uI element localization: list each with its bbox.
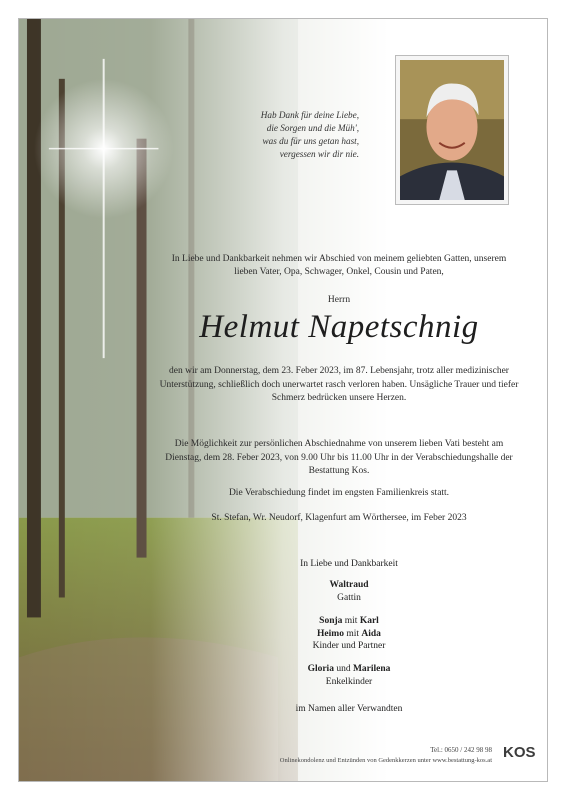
grandchildren-line — [229, 663, 469, 676]
honorific: Herrn — [327, 295, 351, 305]
children-role: Kinder und Partner — [312, 641, 386, 651]
footer — [280, 746, 492, 765]
child-partner-name: Karl — [359, 616, 379, 626]
death-notice-text: den wir am Donnerstag, dem 23. Feber 2023, im 87. Lebensjahr, trotz aller medizinischer Unterstützung, schließlich doch unerwartet rasch verloren haben. Unsägliche Trauer und tiefer Schmerz bedrücken unsere Herzen. — [159, 366, 519, 403]
footer-online-link[interactable]: Onlinekondolenz und Entzünden von Gedenkkerzen unter www.bestattung-kos.at — [279, 756, 492, 764]
logo-text: KOS — [503, 744, 536, 761]
connector-mit: mit — [346, 628, 360, 639]
deceased-name: Helmut Napetschnig — [199, 309, 479, 345]
spouse-name: Waltraud — [329, 580, 369, 590]
intro-text: In Liebe und Dankbarkeit nehmen wir Abschied von meinem geliebten Gatten, unserem lieben Vater, Opa, Schwager, Onkel, Cousin und Paten, — [171, 254, 507, 277]
private-farewell-note: Die Verabschiedung findet im engsten Familienkreis statt. — [228, 488, 450, 498]
signature-children — [229, 615, 469, 653]
grandchild-name: Gloria — [307, 664, 334, 674]
spouse-role: Gattin — [337, 592, 361, 603]
children-line-2 — [229, 628, 469, 641]
signature-grandchildren — [229, 663, 469, 688]
children-line-1 — [229, 615, 469, 628]
obituary-card — [18, 18, 548, 782]
signature-heading: In Liebe und Dankbarkeit — [300, 559, 398, 569]
child-name: Heimo — [317, 628, 344, 639]
connector-und: und — [336, 664, 351, 674]
child-partner-name: Aida — [361, 628, 381, 639]
memorial-verse: Hab Dank für deine Liebe, die Sorgen und die Müh', was du für uns getan hast, vergessen wir dir nie. — [260, 110, 359, 159]
grandchild-name: Marilena — [352, 664, 391, 674]
place-date-line: St. Stefan, Wr. Neudorf, Klagenfurt am Wörthersee, im Feber 2023 — [211, 513, 467, 523]
closing-line: im Namen aller Verwandten — [295, 704, 403, 714]
signature-spouse — [229, 579, 469, 604]
farewell-info-text: Die Möglichkeit zur persönlichen Abschiednahme von unserem lieben Vati besteht am Dienstag, dem 28. Feber 2023, von 9.00 Uhr bis 11.00 Uhr in der Verabschiedungshalle der Bestattung Kos. — [165, 439, 513, 476]
footer-phone: Tel.: 0650 / 242 98 98 — [430, 746, 492, 754]
connector-mit: mit — [344, 616, 358, 626]
portrait-photo — [395, 55, 509, 205]
grandchildren-role: Enkelkinder — [325, 676, 373, 687]
kos-logo — [503, 741, 539, 761]
child-name: Sonja — [319, 616, 343, 626]
